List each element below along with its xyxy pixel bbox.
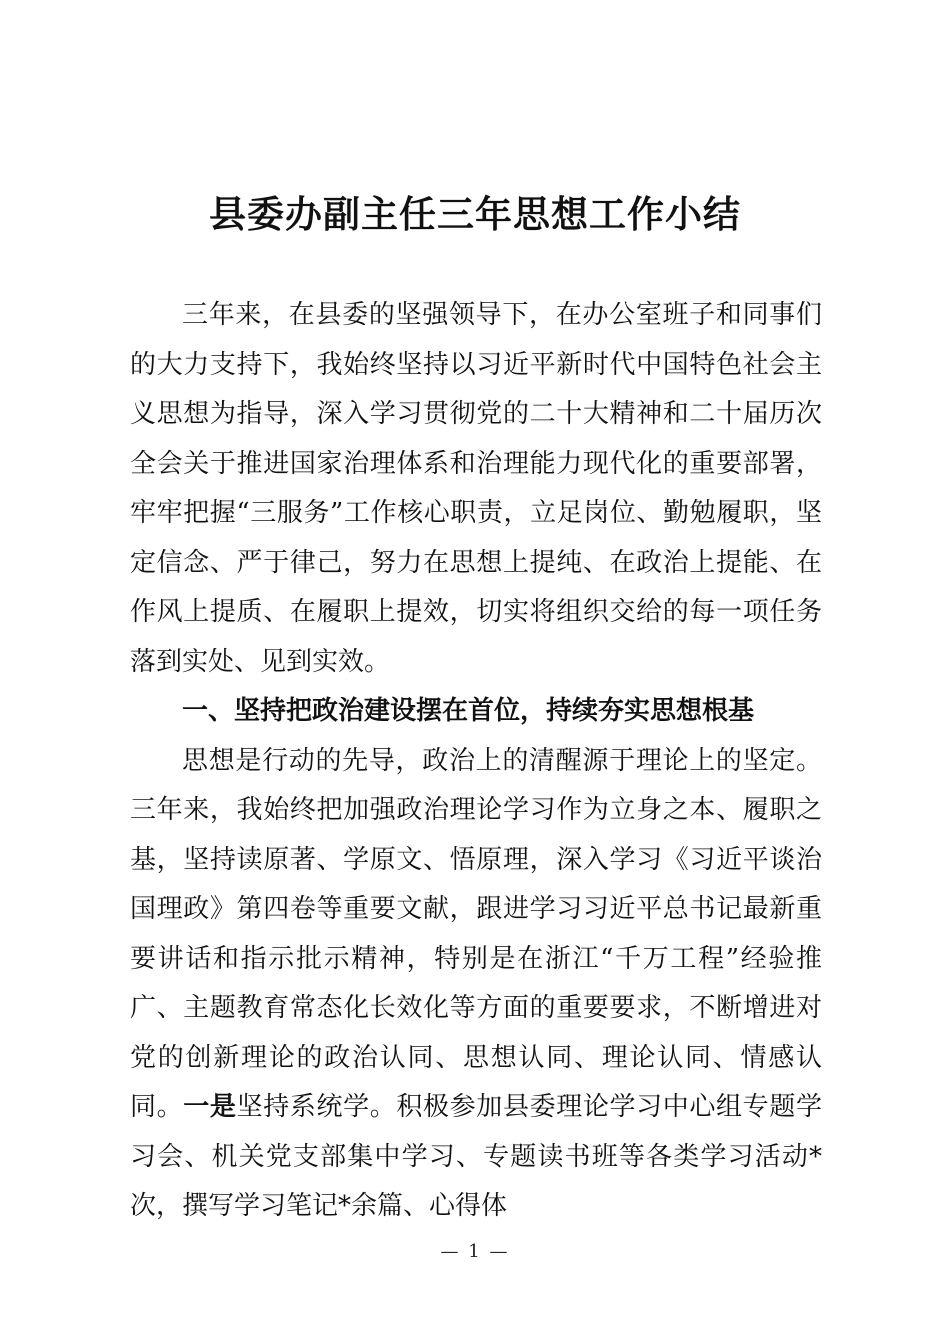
section-1-paragraph-text-a: 思想是行动的先导，政治上的清醒源于理论上的坚定。三年来，我始终把加强政治理论学习作为立身之本、履职之基，坚持读原著、学原文、悟原理，深入学习《习近平谈治国理政》第四卷等重要文献，跟进学习习近平总书记最新重要讲话和指示批示精神，特别是在浙江“千万工程”经验推广、主题教育常态化长效化等方面的重要要求，不断增进对党的创新理论的政治认同、思想认同、理论认同、情感认同。 bbox=[130, 745, 822, 1122]
intro-paragraph: 三年来，在县委的坚强领导下，在办公室班子和同事们的大力支持下，我始终坚持以习近平新时代中国特色社会主义思想为指导，深入学习贯彻党的二十大精神和二十届历次全会关于推进国家治理体系和治理能力现代化的重要部署，牢牢把握“三服务”工作核心职责，立足岗位、勤勉履职，坚定信念、严于律己，努力在思想上提纯、在政治上提能、在作风上提质、在履职上提效，切实将组织交给的每一项任务落到实处、见到实效。 bbox=[130, 300, 822, 677]
section-heading-1: 一、坚持把政治建设摆在首位，持续夯实思想根基 bbox=[182, 696, 755, 726]
section-1-paragraph-text-b: 坚持系统学。积极参加县委理论学习中心组专题学习会、机关党支部集中学习、专题读书班等各类学习活动*次，撰写学习笔记*余篇、心得体 bbox=[130, 1092, 822, 1221]
section-1-point-marker: 一是 bbox=[183, 1092, 237, 1122]
section-1-paragraph bbox=[130, 737, 822, 1232]
document-body bbox=[130, 291, 822, 1232]
document-title: 县委办副主任三年思想工作小结 bbox=[209, 192, 741, 236]
page-number: — 1 — bbox=[440, 1241, 510, 1262]
